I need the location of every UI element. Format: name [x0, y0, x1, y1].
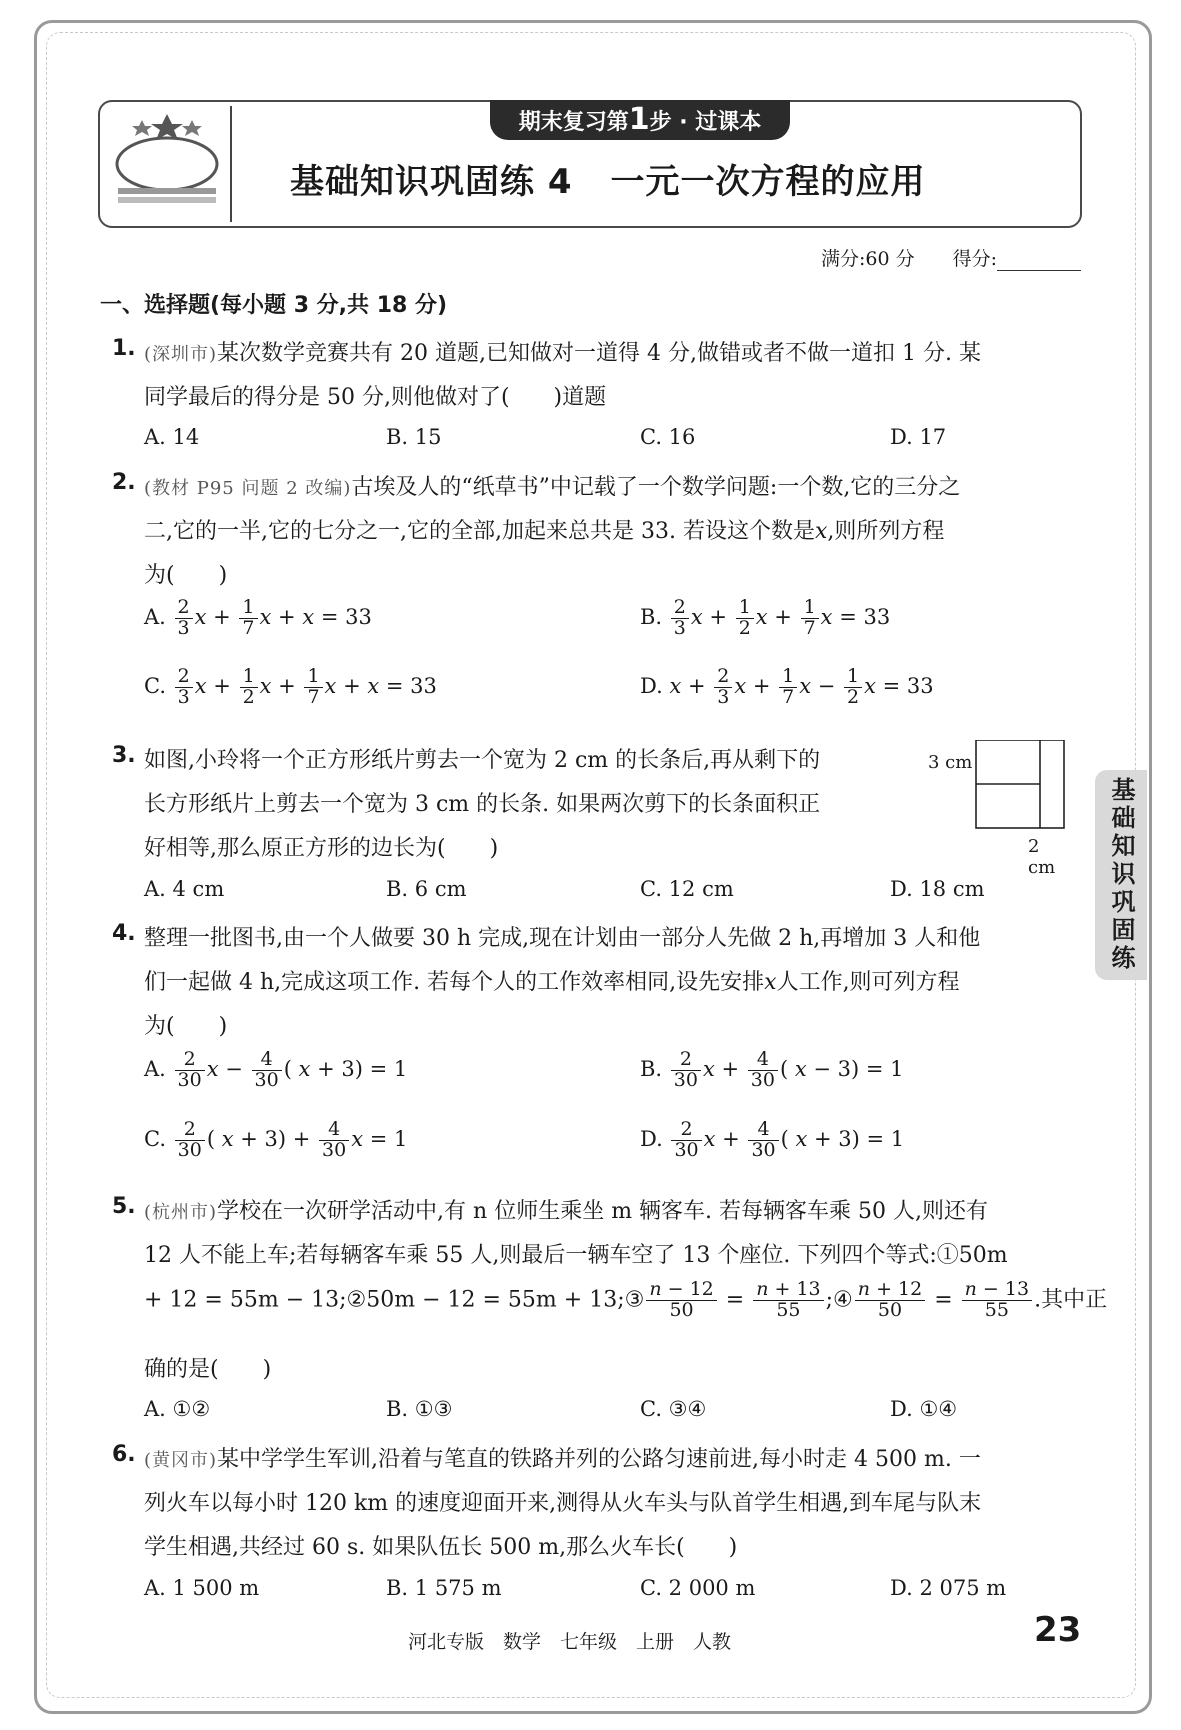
q1-line1 [144, 336, 981, 367]
score-line [821, 244, 1081, 271]
full-score: 满分:60 分 [820, 248, 915, 270]
q3-number: 3. [112, 743, 136, 768]
q2-source: (教材 P95 问题 2 改编) [144, 478, 352, 499]
q5-text1: 学校在一次研学活动中,有 n 位师生乘坐 m 辆客车. 若每辆客车乘 50 人,则还有 [217, 1199, 989, 1224]
q3-figure [928, 740, 1068, 878]
q3-line2: 长方形纸片上剪去一个宽为 3 cm 的长条. 如果两次剪下的长条面积正 [144, 792, 821, 817]
step-tab [490, 100, 790, 140]
q4-option-b[interactable]: B. $\frac{2}{30}$ x + $\frac{4}{30}$ ( x − 3) = 1 [640, 1048, 904, 1091]
q2-option-d[interactable]: D. x + $\frac{2}{3}$ x + $\frac{1}{7}$ x − $\frac{1}{2}$ x = 33 [640, 665, 934, 708]
q6-option-b[interactable]: B. 1 575 m [386, 1576, 502, 1600]
q1-option-a[interactable]: A. 14 [144, 425, 200, 449]
q6-source: (黄冈市) [144, 1450, 218, 1471]
score-label: 得分: [952, 248, 997, 270]
q4-option-a[interactable]: A. $\frac{2}{30}$ x − $\frac{4}{30}$ ( x + 3) = 1 [144, 1048, 408, 1091]
q4-line1: 整理一批图书,由一个人做要 30 h 完成,现在计划由一部分人先做 2 h,再增加 3 人和他 [144, 926, 981, 951]
section-title: 一、选择题(每小题 3 分,共 18 分) [100, 293, 448, 318]
q1-option-b[interactable]: B. 15 [386, 425, 442, 449]
q5-line1 [144, 1194, 988, 1225]
q5-line3: + 12 = 55m − 13;②50m − 12 = 55m + 13;③ $\frac{n - 12}{50}$ = $\frac{n + 13}{55}$ ;④ $\frac{n + 12}{50}$ = $\frac{n - 13}{55}$ .其中正 [144, 1278, 1108, 1321]
q4-number: 4. [112, 921, 136, 946]
q5-line2: 12 人不能上车;若每辆客车乘 55 人,则最后一辆车空了 13 个座位. 下列四个等式:①50m [144, 1243, 1008, 1268]
q5-option-d[interactable]: D. ①④ [890, 1397, 958, 1421]
q2-text2a: 二,它的一半,它的七分之一,它的全部,加起来总共是 33. 若设这个数是 [144, 519, 815, 544]
q5-option-b[interactable]: B. ①③ [386, 1397, 453, 1421]
step-number: 1 [628, 102, 650, 137]
q2-option-c[interactable]: C. $\frac{2}{3}$ x + $\frac{1}{2}$ x + $\frac{1}{7}$ x + x = 33 [144, 665, 437, 708]
q2-number: 2. [112, 470, 136, 495]
q1-option-c[interactable]: C. 16 [640, 425, 696, 449]
q6-option-c[interactable]: C. 2 000 m [640, 1576, 756, 1600]
q4-line2 [144, 965, 960, 996]
q4-variable: x [764, 970, 777, 995]
q1-text1: 某次数学竞赛共有 20 道题,已知做对一道得 4 分,做错或者不做一道扣 1 分. 某 [217, 341, 981, 366]
q6-line2: 列火车以每小时 120 km 的速度迎面开来,测得从火车头与队首学生相遇,到车尾与队末 [144, 1491, 982, 1516]
q5-option-a[interactable]: A. ①② [144, 1397, 211, 1421]
q2-variable: x [814, 519, 828, 544]
q3-line1: 如图,小玲将一个正方形纸片剪去一个宽为 2 cm 的长条后,再从剩下的 [144, 748, 821, 773]
title-left: 基础知识巩固练 4 [290, 162, 573, 202]
q1-number: 1. [112, 336, 136, 361]
q6-text1: 某中学学生军训,沿着与笔直的铁路并列的公路匀速前进,每小时走 4 500 m. 一 [217, 1447, 981, 1472]
q2-option-b[interactable]: B. $\frac{2}{3}$ x + $\frac{1}{2}$ x + $\frac{1}{7}$ x = 33 [640, 596, 891, 639]
q1-line2: 同学最后的得分是 50 分,则他做对了( )道题 [144, 385, 607, 410]
q4-text2a: 们一起做 4 h,完成这项工作. 若每个人的工作效率相同,设先安排 [144, 970, 765, 995]
q3-option-c[interactable]: C. 12 cm [640, 877, 734, 901]
q3-option-d[interactable]: D. 18 cm [890, 877, 985, 901]
q4-text2b: 人工作,则可列方程 [776, 970, 960, 995]
page-title [290, 154, 926, 203]
label-2cm: 2 cm [1028, 836, 1056, 878]
q3-option-a[interactable]: A. 4 cm [144, 877, 225, 901]
q6-option-a[interactable]: A. 1 500 m [144, 1576, 260, 1600]
q3-option-b[interactable]: B. 6 cm [386, 877, 467, 901]
q4-option-d[interactable]: D. $\frac{2}{30}$ x + $\frac{4}{30}$ ( x + 3) = 1 [640, 1118, 905, 1161]
q5-option-c[interactable]: C. ③④ [640, 1397, 707, 1421]
q6-line3: 学生相遇,共经过 60 s. 如果队伍长 500 m,那么火车长( ) [144, 1535, 738, 1560]
q5-line4: 确的是( ) [144, 1357, 272, 1382]
q2-line3: 为( ) [144, 563, 228, 588]
q4-line3: 为( ) [144, 1014, 228, 1039]
header-divider [230, 106, 232, 222]
q3-line3: 好相等,那么原正方形的边长为( ) [144, 836, 499, 861]
q2-text1: 古埃及人的“纸草书”中记载了一个数学问题:一个数,它的三分之 [351, 475, 961, 500]
side-tab-label: 基础知识巩固练 [1095, 770, 1147, 980]
q6-line1 [144, 1442, 981, 1473]
q2-option-a[interactable]: A. $\frac{2}{3}$ x + $\frac{1}{7}$ x + x = 33 [144, 596, 372, 639]
q1-option-d[interactable]: D. 17 [890, 425, 947, 449]
header-box [98, 100, 1082, 228]
q5-number: 5. [112, 1194, 136, 1219]
logo-emblem [112, 112, 222, 212]
label-3cm: 3 cm [928, 752, 973, 773]
q2-line2 [144, 514, 944, 545]
q5-text3a: + 12 = 55m − 13;②50m − 12 = 55m + 13;③ [144, 1287, 645, 1313]
page-number: 23 [1034, 1610, 1082, 1650]
step-tab-prefix: 期末复习第 [518, 110, 629, 135]
q4-option-c[interactable]: C. $\frac{2}{30}$ ( x + 3) + $\frac{4}{30}$ x = 1 [144, 1118, 408, 1161]
title-right: 一元一次方程的应用 [610, 162, 926, 202]
q6-number: 6. [112, 1442, 136, 1467]
q6-option-d[interactable]: D. 2 075 m [890, 1576, 1007, 1600]
score-blank[interactable] [997, 252, 1081, 271]
q5-text3b: .其中正 [1034, 1287, 1108, 1313]
q2-text2b: ,则所列方程 [827, 519, 945, 544]
footer-text: 河北专版 数学 七年级 上册 人教 [408, 1631, 732, 1653]
q2-line1 [144, 470, 960, 501]
q5-source: (杭州市) [144, 1202, 218, 1223]
q1-source: (深圳市) [144, 344, 218, 365]
step-tab-suffix: 步 · 过课本 [649, 110, 762, 135]
